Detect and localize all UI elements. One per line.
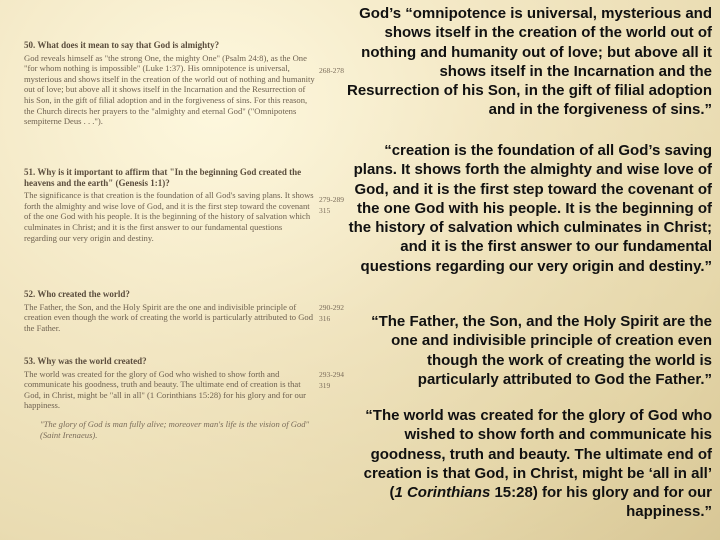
quote-world-purpose-book: 1 Corinthians	[394, 484, 491, 502]
q53-body: The world was created for the glory of God who wished to show forth and communicate his goodness, truth and beauty. The ultimate end of creation is that God, in Christ, might be "all in all" (1 Corinthians 15:28) for his glory and for our happiness.	[24, 368, 306, 411]
catechism-page-scan	[24, 40, 354, 510]
q50-body: God reveals himself as "the strong One, the mighty One" (Psalm 24:8), as the One "for whom nothing is impossible" (Luke 1:37). His omnipotence is universal, mysterious and shows itself in the creation of the world out of nothing and humanity out of love; but above all it shows itself in the Incarnation and the Resurrection of his Son, in the gift of filial adoption and in the forgiveness of sins. For this reason, the Church directs her prayers to the "almighty and eternal God" ("Omnipotens sempiterne Deus . . .").	[24, 52, 315, 127]
q51-body: The significance is that creation is the foundation of all God's saving plans. It shows forth the almighty and wise love of God, and it is the first step toward the covenant of the one God with his people. It is the beginning of the history of salvation which culminates in Christ; and it is the first answer to our fundamental questions regarding our very origin and destiny.	[24, 190, 314, 243]
quote-trinity-creation: “The Father, the Son, and the Holy Spirit are the one and indivisible principle of creation even though the work of creating the world is particularly attributed to God the Father.”	[371, 313, 712, 388]
q53-heading: 53. Why was the world created?	[24, 356, 147, 366]
catechism-q52	[24, 289, 316, 333]
quote-world-purpose-start: “The world was created for the glory of God who wished to show forth and communicate his goodness, truth and beauty. The ultimate end of creation is that God, in Christ, might be ‘all in all’ (	[363, 407, 712, 502]
quote-creation-foundation: “creation is the foundation of all God’s saving plans. It shows forth the almighty and wise love of God, and it is the first step toward the covenant of the one God with his people. It is the beginning of the history of salvation which culminates in Christ; and it is the first answer to our fundamental questions regarding our very origin and destiny.”	[348, 142, 712, 275]
catechism-q53	[24, 356, 316, 440]
q53-reference: 293-294 319	[319, 370, 344, 390]
q50-heading: 50. What does it mean to say that God is almighty?	[24, 40, 220, 50]
catechism-q50	[24, 40, 316, 127]
quote-world-purpose-end: 15:28) for his glory and for our happiness.”	[490, 484, 712, 521]
catechism-q51	[24, 167, 316, 243]
q53-quote: "The glory of God is man fully alive; moreover man's life is the vision of God" (Saint Irenaeus).	[40, 418, 310, 440]
q52-heading: 52. Who created the world?	[24, 289, 130, 299]
q52-reference: 290-292 316	[319, 303, 344, 323]
quote-world-purpose	[347, 406, 712, 522]
q51-heading: 51. Why is it important to affirm that "In the beginning God created the heavens and the earth" (Genesis 1:1)?	[24, 167, 302, 188]
q51-reference: 279-289 315	[319, 195, 344, 215]
quote-omnipotence: God’s “omnipotence is universal, mysterious and shows itself in the creation of the world out of nothing and humanity out of love; but above all it shows itself in the Incarnation and the Resurrection of his Son, in the gift of filial adoption and in the forgiveness of sins.”	[347, 5, 712, 119]
q50-reference: 268-278	[319, 66, 344, 75]
q52-body: The Father, the Son, and the Holy Spirit are the one and indivisible principle of creation even though the work of creating the world is particularly attributed to God the Father.	[24, 301, 313, 333]
